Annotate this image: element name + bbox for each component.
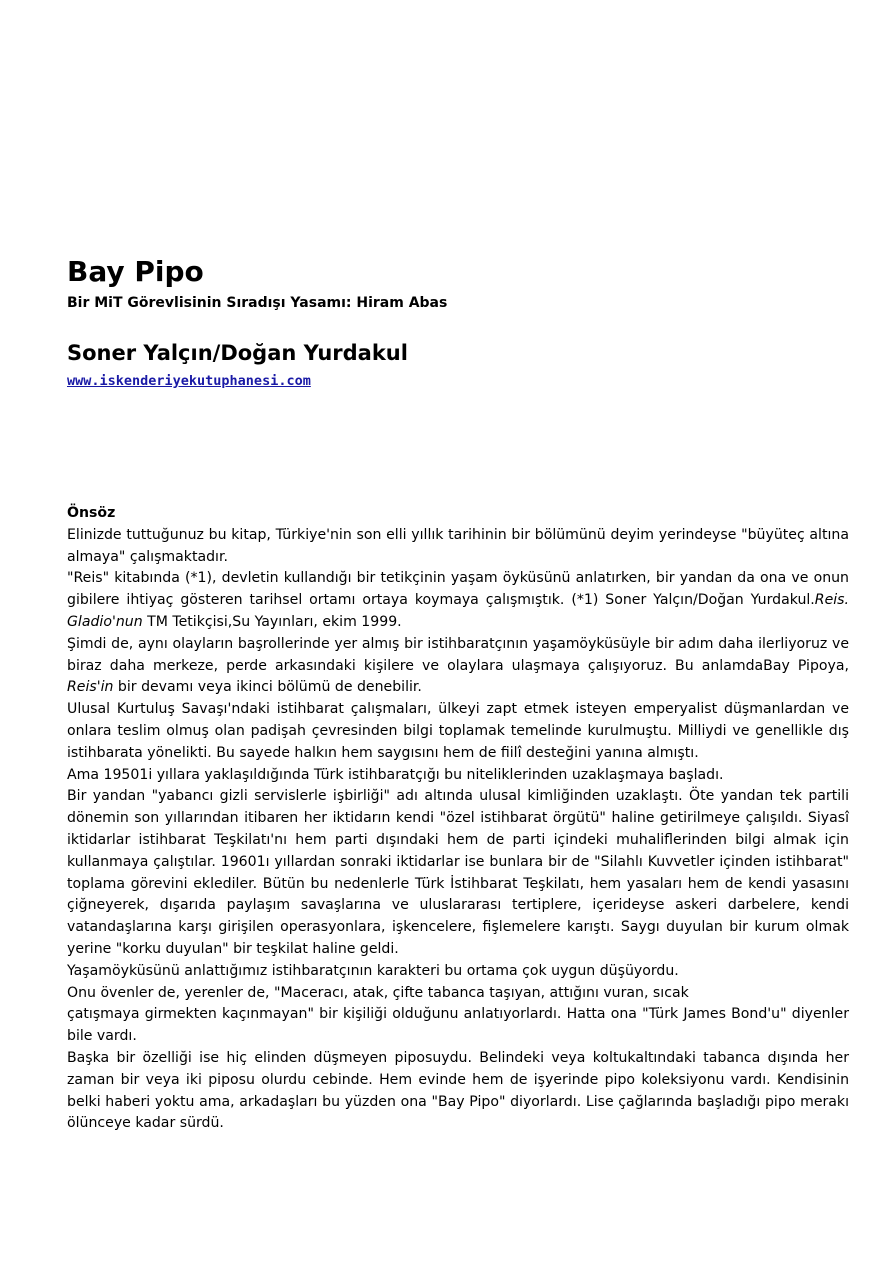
paragraph-3 — [67, 634, 849, 699]
paragraph-7: Yaşamöyküsünü anlattığımız istihbaratçının karakteri bu ortama çok uygun düşüyordu. — [67, 962, 679, 979]
document-authors: Soner Yalçın/Doğan Yurdakul — [67, 341, 408, 365]
paragraph-3-tail: bir devamı veya ikinci bölümü de denebilir. — [113, 679, 422, 696]
paragraph-8-line-1: Onu övenler de, yerenler de, "Maceracı, atak, çifte tabanca taşıyan, attığını vuran, sıcak — [67, 984, 689, 1001]
document-title: Bay Pipo — [67, 255, 204, 288]
website-link[interactable]: www.iskenderiyekutuphanesi.com — [67, 373, 311, 389]
paragraph-1: Elinizde tuttuğunuz bu kitap, Türkiye'nin son elli yıllık tarihinin bir bölümünü deyim yerindeyse "büyüteç altına almaya" çalışmaktadır. — [67, 526, 849, 565]
paragraph-4: Ulusal Kurtuluş Savaşı'ndaki istihbarat çalışmaları, ülkeyi zapt etmek isteyen emperyalist düşmanlardan ve onlara teslim olmuş olan padişah çevresinden bilgi toplamak temelinde kurulmuştu. Milliydi ve genellikle dış istihbarata yönelikti. Bu sayede halkın hem saygısını hem de fiilî desteğini yanına almıştı. — [67, 701, 849, 761]
paragraph-3-italic: Reis'in — [67, 679, 114, 696]
section-heading: Önsöz — [67, 505, 116, 521]
paragraph-2-text: "Reis" kitabında (*1), devletin kullandığı bir tetikçinin yaşam öyküsünü anlatırken, bir yandan da ona ve onun gibilere ihtiyaç gösteren tarihsel ortamı ortaya koymaya çalışmıştık. (*1) Soner Yalçın/Doğan Yurdakul. — [67, 570, 849, 609]
paragraph-5: Ama 19501i yıllara yaklaşıldığında Türk istihbaratçığı bu niteliklerinden uzaklaşmaya başladı. — [67, 766, 724, 783]
paragraph-2-italic: Reis. Gladio'nun — [67, 592, 849, 630]
paragraph-9: Başka bir özelliği ise hiç elinden düşmeyen piposuydu. Belindeki veya koltukaltındaki tabanca dışında her zaman bir veya iki piposu olurdu cebinde. Hem evinde hem de işyerinde pipo koleksiyonu vardı. Kendisinin belki haberi yoktu ama, arkadaşları bu yüzden ona "Bay Pipo" diyorlardı. Lise çağlarında başladığı pipo merakı ölünceye kadar sürdü. — [67, 1049, 849, 1132]
paragraph-8: çatışmaya girmekten kaçınmayan" bir kişiliği olduğunu anlatıyorlardı. Hatta ona "Türk James Bond'u" diyenler bile vardı. — [67, 1006, 849, 1045]
paragraph-3-text: Şimdi de, aynı olayların başrollerinde yer almış bir istihbaratçının yaşamöyküsüyle bir adım daha ilerliyoruz ve biraz daha merkeze, perde arkasındaki kişilere ve olaylara ulaşmaya çalışıyoruz. Bu anlamdaBay Pipoya, — [67, 635, 849, 674]
document-subtitle: Bir MiT Görevlisinin Sıradışı Yasamı: Hiram Abas — [67, 295, 448, 311]
paragraph-6: Bir yandan "yabancı gizli servislerle işbirliği" adı altında ulusal kimliğinden uzaklaştı. Öte yandan tek partili dönemin son yıllarından itibaren her iktidarın kendi "özel istihbarat örgütü" haline getirilmeye çalışıldı. Siyasî iktidarlar istihbarat Teşkilatı'nı hem parti dışındaki hem de parti içindeki muhaliflerinden bilgi almak için kullanmaya çalıştılar. 19601ı yıllardan sonraki iktidarlar ise bunlara bir de "Silahlı Kuvvetler içinden istihbarat" toplama görevini eklediler. Bütün bu nedenlerle Türk İstihbarat Teşkilatı, hem yasaları hem de kendi yasasını çiğneyerek, dışarıda paylaşım savaşlarına ve uluslararası tertiplere, içerideyse askeri darbelere, kendi vatandaşlarına karşı girişilen operasyonlara, işkencelere, fişlemelere karıştı. Saygı duyulan bir kurum olmak yerine "korku duyulan" bir teşkilat haline geldi. — [67, 788, 849, 957]
paragraph-2-tail: TM Tetikçisi,Su Yayınları, ekim 1999. — [142, 613, 402, 630]
body-text — [67, 503, 849, 1135]
paragraph-2 — [67, 568, 849, 633]
